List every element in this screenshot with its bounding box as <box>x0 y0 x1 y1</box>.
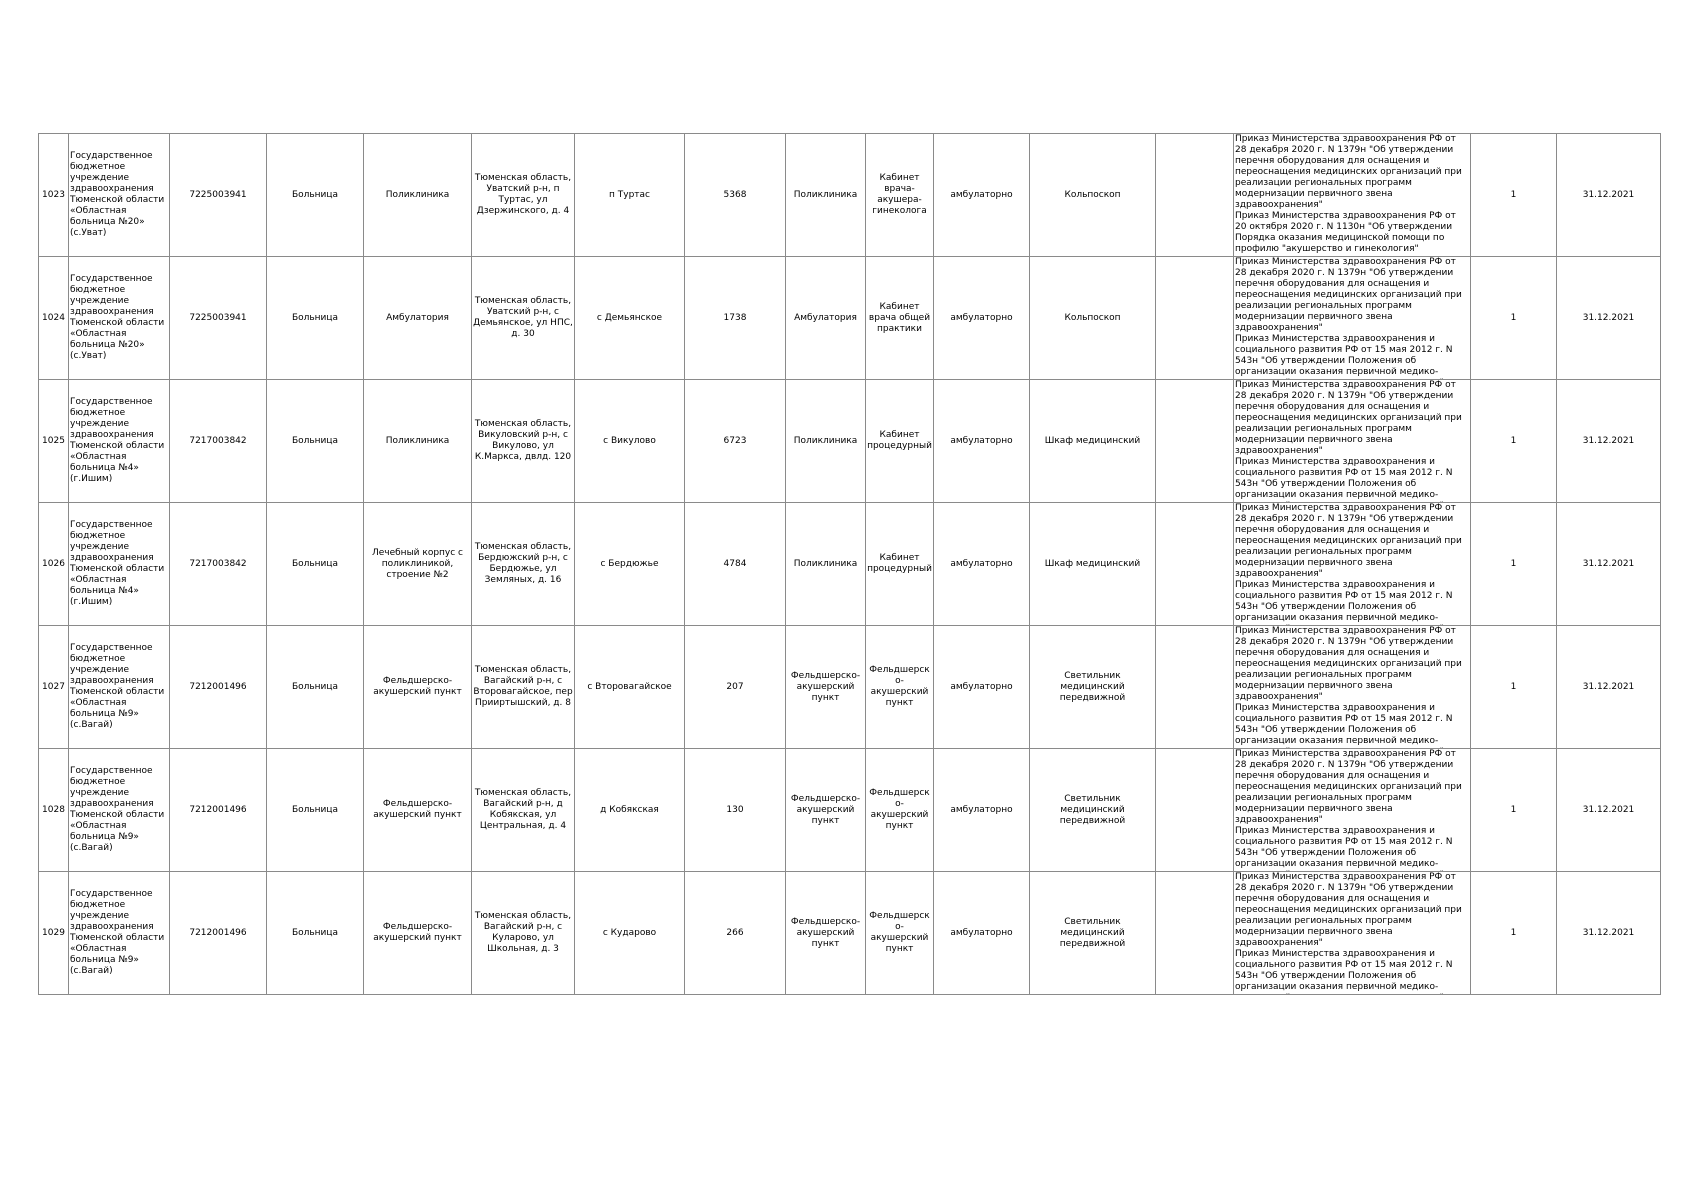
cell-qty: 1 <box>1471 257 1557 380</box>
cell-subdivision: Лечебный корпус с поликлиникой, строение №2 <box>364 503 472 626</box>
cell-population: 1738 <box>685 257 786 380</box>
cell-num: 1028 <box>39 749 69 872</box>
cell-docs <box>1234 626 1471 749</box>
cell-org: Государственное бюджетное учреждение здравоохранения Тюменской области «Областная больница №20» (с.Уват) <box>69 257 170 380</box>
table-row <box>39 134 1661 257</box>
cell-inn: 7225003941 <box>170 257 267 380</box>
cell-docs-text: Приказ Министерства здравоохранения РФ от 28 декабря 2020 г. N 1379н "Об утверждении перечня оборудования для оснащения и переоснащения медицинских организаций при реализации региональных программ модернизации первичного звена здравоохранения" Приказ Министерства здравоохранения РФ от 20 октября 2020 г. N 1130н "Об утверждении Порядка оказания медицинской помощи по профилю "акушерство и гинекология" <box>1235 134 1462 254</box>
cell-settlement: с Кударово <box>575 872 685 995</box>
cell-docs-text: Приказ Министерства здравоохранения РФ от 28 декабря 2020 г. N 1379н "Об утверждении перечня оборудования для оснащения и переоснащения медицинских организаций при реализации региональных программ модернизации первичного звена здравоохранения" Приказ Министерства здравоохранения и социального развития РФ от 15 мая 2012 г. N 543н "Об утверждении Положения об организации оказания первичной медико- <box>1235 872 1462 992</box>
cell-settlement: с Бердюжье <box>575 503 685 626</box>
cell-unit: Фельдшерско-акушерский пункт <box>786 872 866 995</box>
cell-type: Больница <box>267 380 364 503</box>
cell-docs-text: Приказ Министерства здравоохранения РФ от 28 декабря 2020 г. N 1379н "Об утверждении перечня оборудования для оснащения и переоснащения медицинских организаций при реализации региональных программ модернизации первичного звена здравоохранения" Приказ Министерства здравоохранения и социального развития РФ от 15 мая 2012 г. N 543н "Об утверждении Положения об организации оказания первичной медико- <box>1235 749 1462 869</box>
cell-type: Больница <box>267 503 364 626</box>
cell-subdivision: Фельдшерско-акушерский пункт <box>364 626 472 749</box>
cell-room: Кабинет процедурный <box>866 503 934 626</box>
cell-docs <box>1234 380 1471 503</box>
table-row <box>39 503 1661 626</box>
cell-type: Больница <box>267 257 364 380</box>
cell-num: 1026 <box>39 503 69 626</box>
cell-address: Тюменская область, Вагайский р-н, д Кобякская, ул Центральная, д. 4 <box>472 749 575 872</box>
cell-type: Больница <box>267 626 364 749</box>
cell-settlement: с Демьянское <box>575 257 685 380</box>
cell-equipment: Кольпоскоп <box>1030 257 1156 380</box>
cell-population: 266 <box>685 872 786 995</box>
cell-room: Кабинет процедурный <box>866 380 934 503</box>
cell-extra <box>1156 749 1234 872</box>
cell-qty: 1 <box>1471 872 1557 995</box>
cell-docs-text: Приказ Министерства здравоохранения РФ от 28 декабря 2020 г. N 1379н "Об утверждении перечня оборудования для оснащения и переоснащения медицинских организаций при реализации региональных программ модернизации первичного звена здравоохранения" Приказ Министерства здравоохранения и социального развития РФ от 15 мая 2012 г. N 543н "Об утверждении Положения об организации оказания первичной медико- <box>1235 380 1462 500</box>
cell-care: амбулаторно <box>934 134 1030 257</box>
equipment-table <box>38 133 1661 995</box>
cell-extra <box>1156 134 1234 257</box>
cell-docs <box>1234 872 1471 995</box>
cell-extra <box>1156 503 1234 626</box>
cell-inn: 7212001496 <box>170 872 267 995</box>
cell-population: 4784 <box>685 503 786 626</box>
cell-num: 1023 <box>39 134 69 257</box>
cell-date: 31.12.2021 <box>1557 134 1661 257</box>
cell-unit: Амбулатория <box>786 257 866 380</box>
cell-address: Тюменская область, Викуловский р-н, с Викулово, ул К.Маркса, двлд. 120 <box>472 380 575 503</box>
cell-room: Кабинет врача-акушера-гинеколога <box>866 134 934 257</box>
cell-care: амбулаторно <box>934 749 1030 872</box>
table-row <box>39 749 1661 872</box>
cell-population: 6723 <box>685 380 786 503</box>
cell-type: Больница <box>267 872 364 995</box>
cell-care: амбулаторно <box>934 380 1030 503</box>
cell-date: 31.12.2021 <box>1557 257 1661 380</box>
cell-org: Государственное бюджетное учреждение здравоохранения Тюменской области «Областная больница №4» (г.Ишим) <box>69 503 170 626</box>
cell-care: амбулаторно <box>934 872 1030 995</box>
cell-qty: 1 <box>1471 503 1557 626</box>
cell-equipment: Светильник медицинский передвижной <box>1030 872 1156 995</box>
cell-unit: Фельдшерско-акушерский пункт <box>786 749 866 872</box>
cell-population: 5368 <box>685 134 786 257</box>
cell-org: Государственное бюджетное учреждение здравоохранения Тюменской области «Областная больница №4» (г.Ишим) <box>69 380 170 503</box>
cell-extra <box>1156 380 1234 503</box>
cell-equipment: Шкаф медицинский <box>1030 503 1156 626</box>
cell-qty: 1 <box>1471 134 1557 257</box>
table-body <box>39 134 1661 995</box>
cell-address: Тюменская область, Уватский р-н, с Демьянское, ул НПС, д. 30 <box>472 257 575 380</box>
cell-inn: 7217003842 <box>170 380 267 503</box>
cell-date: 31.12.2021 <box>1557 749 1661 872</box>
cell-subdivision: Фельдшерско-акушерский пункт <box>364 749 472 872</box>
cell-type: Больница <box>267 749 364 872</box>
cell-num: 1024 <box>39 257 69 380</box>
cell-settlement: п Туртас <box>575 134 685 257</box>
cell-extra <box>1156 257 1234 380</box>
cell-num: 1027 <box>39 626 69 749</box>
cell-subdivision: Амбулатория <box>364 257 472 380</box>
cell-docs <box>1234 749 1471 872</box>
cell-settlement: д Кобякская <box>575 749 685 872</box>
cell-docs-text: Приказ Министерства здравоохранения РФ от 28 декабря 2020 г. N 1379н "Об утверждении перечня оборудования для оснащения и переоснащения медицинских организаций при реализации региональных программ модернизации первичного звена здравоохранения" Приказ Министерства здравоохранения и социального развития РФ от 15 мая 2012 г. N 543н "Об утверждении Положения об организации оказания первичной медико- <box>1235 626 1462 746</box>
cell-care: амбулаторно <box>934 626 1030 749</box>
cell-docs-text: Приказ Министерства здравоохранения РФ от 28 декабря 2020 г. N 1379н "Об утверждении перечня оборудования для оснащения и переоснащения медицинских организаций при реализации региональных программ модернизации первичного звена здравоохранения" Приказ Министерства здравоохранения и социального развития РФ от 15 мая 2012 г. N 543н "Об утверждении Положения об организации оказания первичной медико- <box>1235 503 1462 623</box>
cell-room: Фельдшерско-акушерский пункт <box>866 872 934 995</box>
table-row <box>39 872 1661 995</box>
cell-docs <box>1234 503 1471 626</box>
cell-subdivision: Поликлиника <box>364 380 472 503</box>
cell-extra <box>1156 872 1234 995</box>
cell-room: Кабинет врача общей практики <box>866 257 934 380</box>
cell-org: Государственное бюджетное учреждение здравоохранения Тюменской области «Областная больница №9» (с.Вагай) <box>69 872 170 995</box>
cell-room: Фельдшерско-акушерский пункт <box>866 749 934 872</box>
cell-org: Государственное бюджетное учреждение здравоохранения Тюменской области «Областная больница №20» (с.Уват) <box>69 134 170 257</box>
cell-type: Больница <box>267 134 364 257</box>
cell-qty: 1 <box>1471 380 1557 503</box>
cell-population: 130 <box>685 749 786 872</box>
cell-org: Государственное бюджетное учреждение здравоохранения Тюменской области «Областная больница №9» (с.Вагай) <box>69 626 170 749</box>
cell-equipment: Кольпоскоп <box>1030 134 1156 257</box>
table-row <box>39 380 1661 503</box>
cell-extra <box>1156 626 1234 749</box>
cell-num: 1029 <box>39 872 69 995</box>
cell-date: 31.12.2021 <box>1557 503 1661 626</box>
cell-equipment: Светильник медицинский передвижной <box>1030 626 1156 749</box>
cell-care: амбулаторно <box>934 503 1030 626</box>
cell-population: 207 <box>685 626 786 749</box>
cell-subdivision: Фельдшерско-акушерский пункт <box>364 872 472 995</box>
cell-settlement: с Второвагайское <box>575 626 685 749</box>
cell-unit: Поликлиника <box>786 380 866 503</box>
table-row <box>39 257 1661 380</box>
cell-address: Тюменская область, Бердюжский р-н, с Бердюжье, ул Земляных, д. 16 <box>472 503 575 626</box>
cell-date: 31.12.2021 <box>1557 380 1661 503</box>
cell-subdivision: Поликлиника <box>364 134 472 257</box>
cell-inn: 7225003941 <box>170 134 267 257</box>
cell-docs-text: Приказ Министерства здравоохранения РФ от 28 декабря 2020 г. N 1379н "Об утверждении перечня оборудования для оснащения и переоснащения медицинских организаций при реализации региональных программ модернизации первичного звена здравоохранения" Приказ Министерства здравоохранения и социального развития РФ от 15 мая 2012 г. N 543н "Об утверждении Положения об организации оказания первичной медико- <box>1235 257 1462 377</box>
cell-equipment: Шкаф медицинский <box>1030 380 1156 503</box>
table-row <box>39 626 1661 749</box>
cell-date: 31.12.2021 <box>1557 626 1661 749</box>
cell-unit: Поликлиника <box>786 134 866 257</box>
cell-date: 31.12.2021 <box>1557 872 1661 995</box>
cell-docs <box>1234 257 1471 380</box>
cell-docs <box>1234 134 1471 257</box>
cell-care: амбулаторно <box>934 257 1030 380</box>
cell-num: 1025 <box>39 380 69 503</box>
cell-inn: 7217003842 <box>170 503 267 626</box>
cell-inn: 7212001496 <box>170 626 267 749</box>
cell-address: Тюменская область, Уватский р-н, п Туртас, ул Дзержинского, д. 4 <box>472 134 575 257</box>
cell-unit: Фельдшерско-акушерский пункт <box>786 626 866 749</box>
cell-address: Тюменская область, Вагайский р-н, с Куларово, ул Школьная, д. 3 <box>472 872 575 995</box>
cell-settlement: с Викулово <box>575 380 685 503</box>
cell-qty: 1 <box>1471 749 1557 872</box>
cell-unit: Поликлиника <box>786 503 866 626</box>
cell-equipment: Светильник медицинский передвижной <box>1030 749 1156 872</box>
cell-room: Фельдшерско-акушерский пункт <box>866 626 934 749</box>
cell-qty: 1 <box>1471 626 1557 749</box>
cell-address: Тюменская область, Вагайский р-н, с Второвагайское, пер Прииртышский, д. 8 <box>472 626 575 749</box>
cell-inn: 7212001496 <box>170 749 267 872</box>
cell-org: Государственное бюджетное учреждение здравоохранения Тюменской области «Областная больница №9» (с.Вагай) <box>69 749 170 872</box>
